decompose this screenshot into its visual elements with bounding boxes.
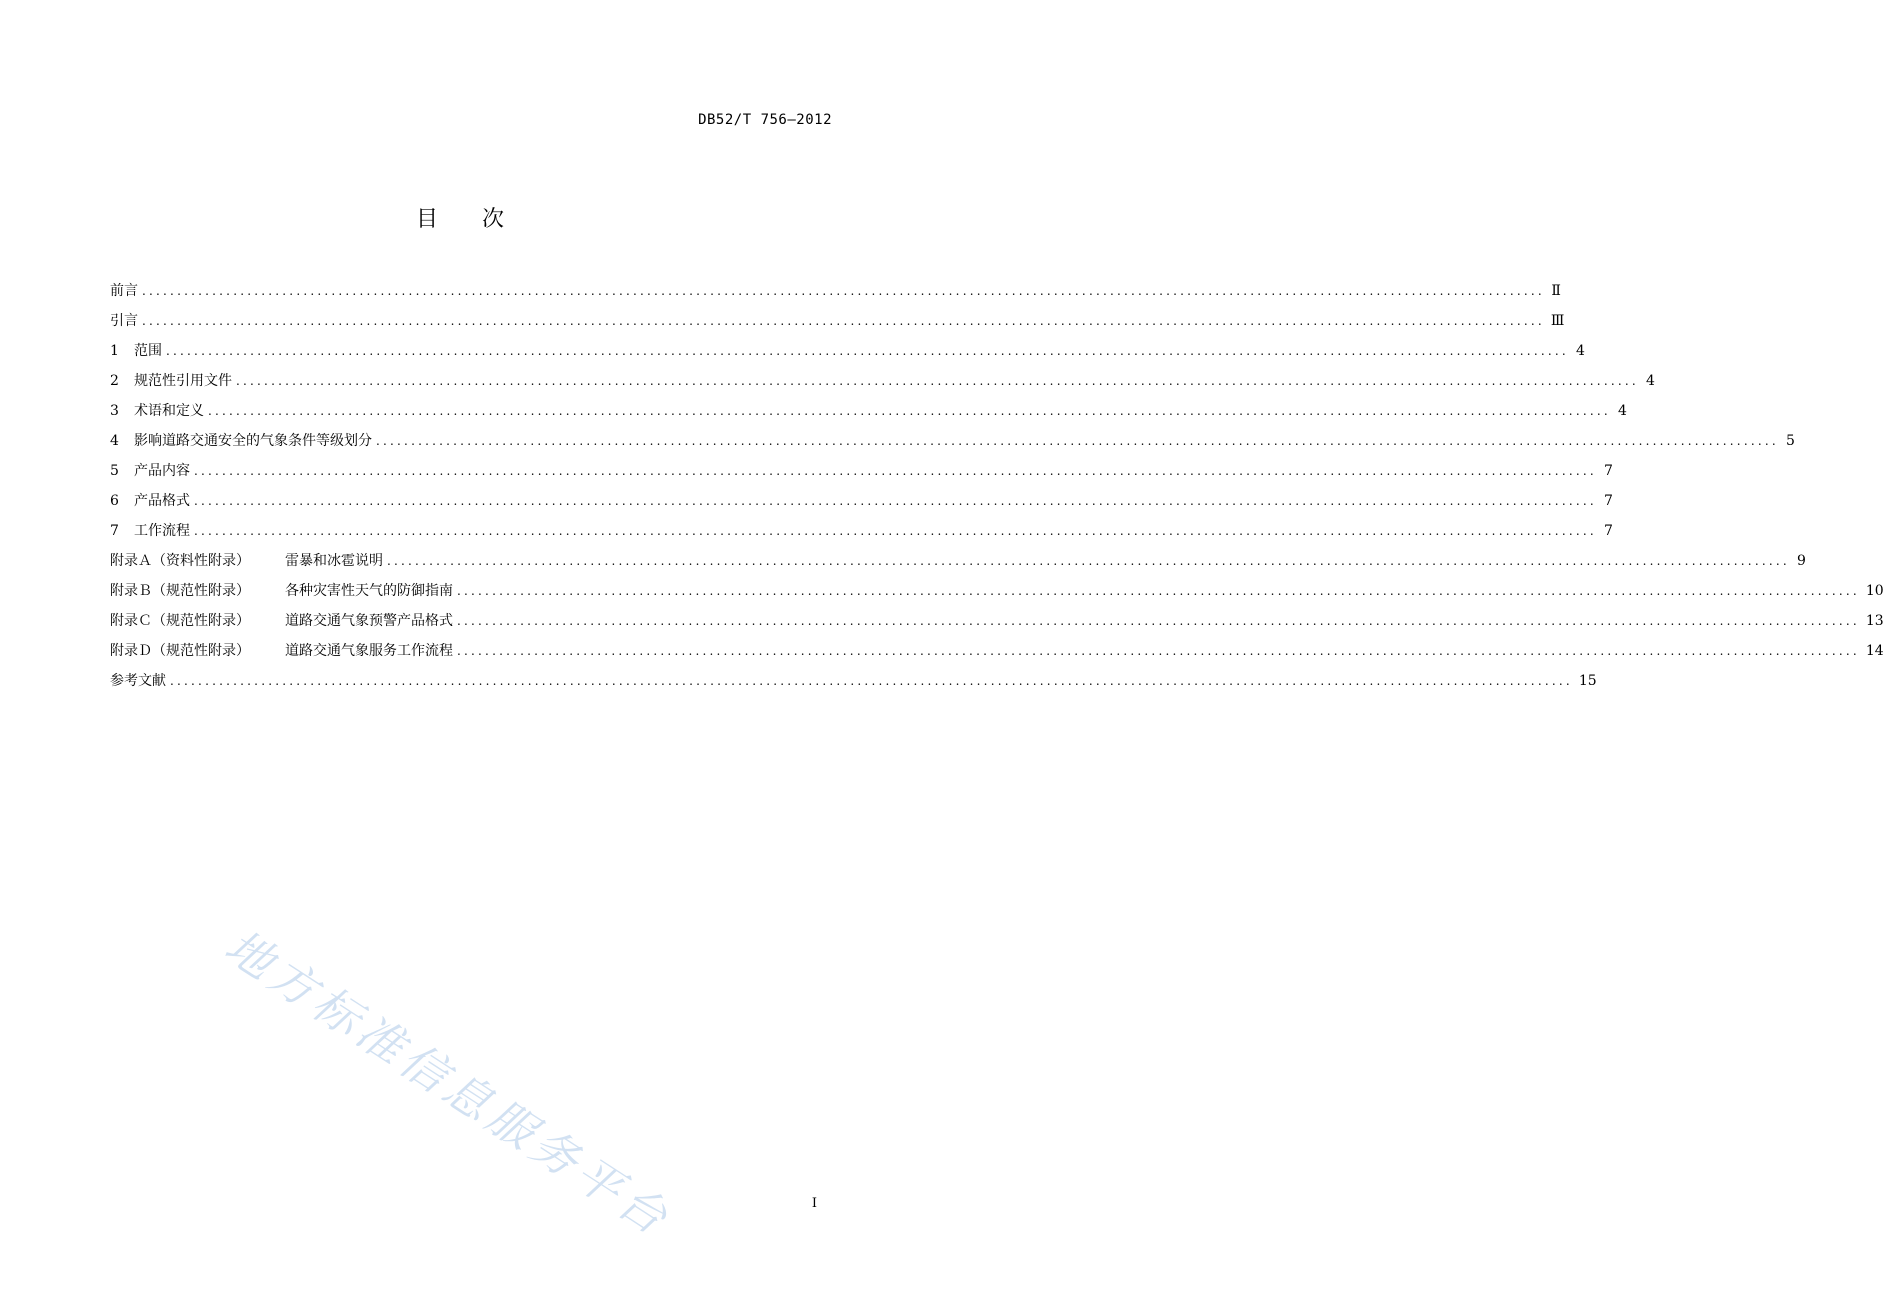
- toc-entry-annex: 附录Ｄ（规范性附录）: [110, 643, 250, 659]
- toc-entry[interactable]: [110, 336, 1585, 366]
- toc-entry[interactable]: [110, 486, 1613, 516]
- toc-entry-page: 9: [1796, 553, 1806, 569]
- toc-dot-leader: ........................................................................................................................................................................................................: [194, 494, 1597, 508]
- toc-entry-page: 4: [1575, 343, 1585, 359]
- toc-dot-leader: ........................................................................................................................................................................................................: [194, 464, 1597, 478]
- table-of-contents: [110, 276, 1884, 696]
- toc-entry-title: 前言: [110, 283, 138, 299]
- toc-entry-page: 14: [1865, 643, 1884, 659]
- toc-entry-number: 6: [110, 493, 119, 509]
- toc-entry-number: 2: [110, 373, 119, 389]
- toc-entry[interactable]: [110, 306, 1565, 336]
- toc-entry[interactable]: [110, 636, 1884, 666]
- toc-entry-page: 7: [1603, 493, 1613, 509]
- toc-entry-page: 15: [1578, 673, 1597, 689]
- watermark-text: 地方标准信息服务平台: [215, 918, 682, 1248]
- toc-entry[interactable]: [110, 426, 1795, 456]
- toc-entry[interactable]: [110, 396, 1627, 426]
- toc-entry-page: Ⅲ: [1550, 313, 1565, 329]
- toc-entry-page: 4: [1617, 403, 1627, 419]
- toc-dot-leader: ........................................................................................................................................................................................................: [194, 524, 1597, 538]
- toc-entry-page: 10: [1865, 583, 1884, 599]
- toc-entry[interactable]: [110, 576, 1884, 606]
- toc-entry[interactable]: [110, 546, 1806, 576]
- toc-entry-title: 产品格式: [134, 493, 190, 509]
- toc-entry-page: 7: [1603, 523, 1613, 539]
- title-char-2: 次: [482, 207, 505, 232]
- toc-entry-page: 13: [1865, 613, 1884, 629]
- toc-entry-title: 影响道路交通安全的气象条件等级划分: [134, 433, 372, 449]
- toc-entry-annex: 附录Ｃ（规范性附录）: [110, 613, 250, 629]
- toc-entry-title: 工作流程: [134, 523, 190, 539]
- toc-entry-page: 7: [1603, 463, 1613, 479]
- toc-dot-leader: ........................................................................................................................................................................................................: [142, 284, 1545, 298]
- toc-dot-leader: ........................................................................................................................................................................................................: [170, 674, 1573, 688]
- toc-entry-title: 引言: [110, 313, 138, 329]
- toc-entry-title: 参考文献: [110, 673, 166, 689]
- toc-entry-page: 4: [1645, 373, 1655, 389]
- toc-dot-leader: ........................................................................................................................................................................................................: [376, 434, 1779, 448]
- toc-entry-number: 4: [110, 433, 119, 449]
- toc-dot-leader: ........................................................................................................................................................................................................: [457, 584, 1860, 598]
- toc-dot-leader: ........................................................................................................................................................................................................: [457, 614, 1860, 628]
- toc-dot-leader: ........................................................................................................................................................................................................: [208, 404, 1611, 418]
- toc-entry-number: 7: [110, 523, 119, 539]
- toc-dot-leader: ........................................................................................................................................................................................................: [142, 314, 1545, 328]
- toc-entry[interactable]: [110, 666, 1597, 696]
- toc-entry-number: 3: [110, 403, 119, 419]
- toc-dot-leader: ........................................................................................................................................................................................................: [236, 374, 1639, 388]
- toc-entry-title: 雷暴和冰雹说明: [285, 553, 383, 569]
- toc-entry-title: 规范性引用文件: [134, 373, 232, 389]
- toc-entry-number: 1: [110, 343, 119, 359]
- toc-entry-title: 范围: [134, 343, 162, 359]
- toc-entry-title: 道路交通气象服务工作流程: [285, 643, 453, 659]
- toc-entry[interactable]: [110, 366, 1655, 396]
- toc-entry[interactable]: [110, 606, 1884, 636]
- toc-entry[interactable]: [110, 516, 1613, 546]
- toc-dot-leader: ........................................................................................................................................................................................................: [166, 344, 1569, 358]
- toc-entry[interactable]: [110, 276, 1561, 306]
- page-title: [0, 202, 920, 233]
- toc-entry-title: 产品内容: [134, 463, 190, 479]
- toc-entry-annex: 附录Ｂ（规范性附录）: [110, 583, 250, 599]
- toc-dot-leader: ........................................................................................................................................................................................................: [387, 554, 1790, 568]
- page-number: I: [811, 1196, 817, 1211]
- toc-dot-leader: ........................................................................................................................................................................................................: [457, 644, 1860, 658]
- toc-entry-annex: 附录Ａ（资料性附录）: [110, 553, 250, 569]
- toc-entry-page: 5: [1785, 433, 1795, 449]
- document-code: DB52/T 756—2012: [698, 112, 832, 128]
- toc-entry-title: 道路交通气象预警产品格式: [285, 613, 453, 629]
- toc-entry[interactable]: [110, 456, 1613, 486]
- toc-entry-number: 5: [110, 463, 119, 479]
- toc-entry-page: Ⅱ: [1551, 283, 1561, 299]
- title-char-1: 目: [415, 207, 438, 232]
- toc-entry-title: 各种灾害性天气的防御指南: [285, 583, 453, 599]
- toc-entry-title: 术语和定义: [134, 403, 204, 419]
